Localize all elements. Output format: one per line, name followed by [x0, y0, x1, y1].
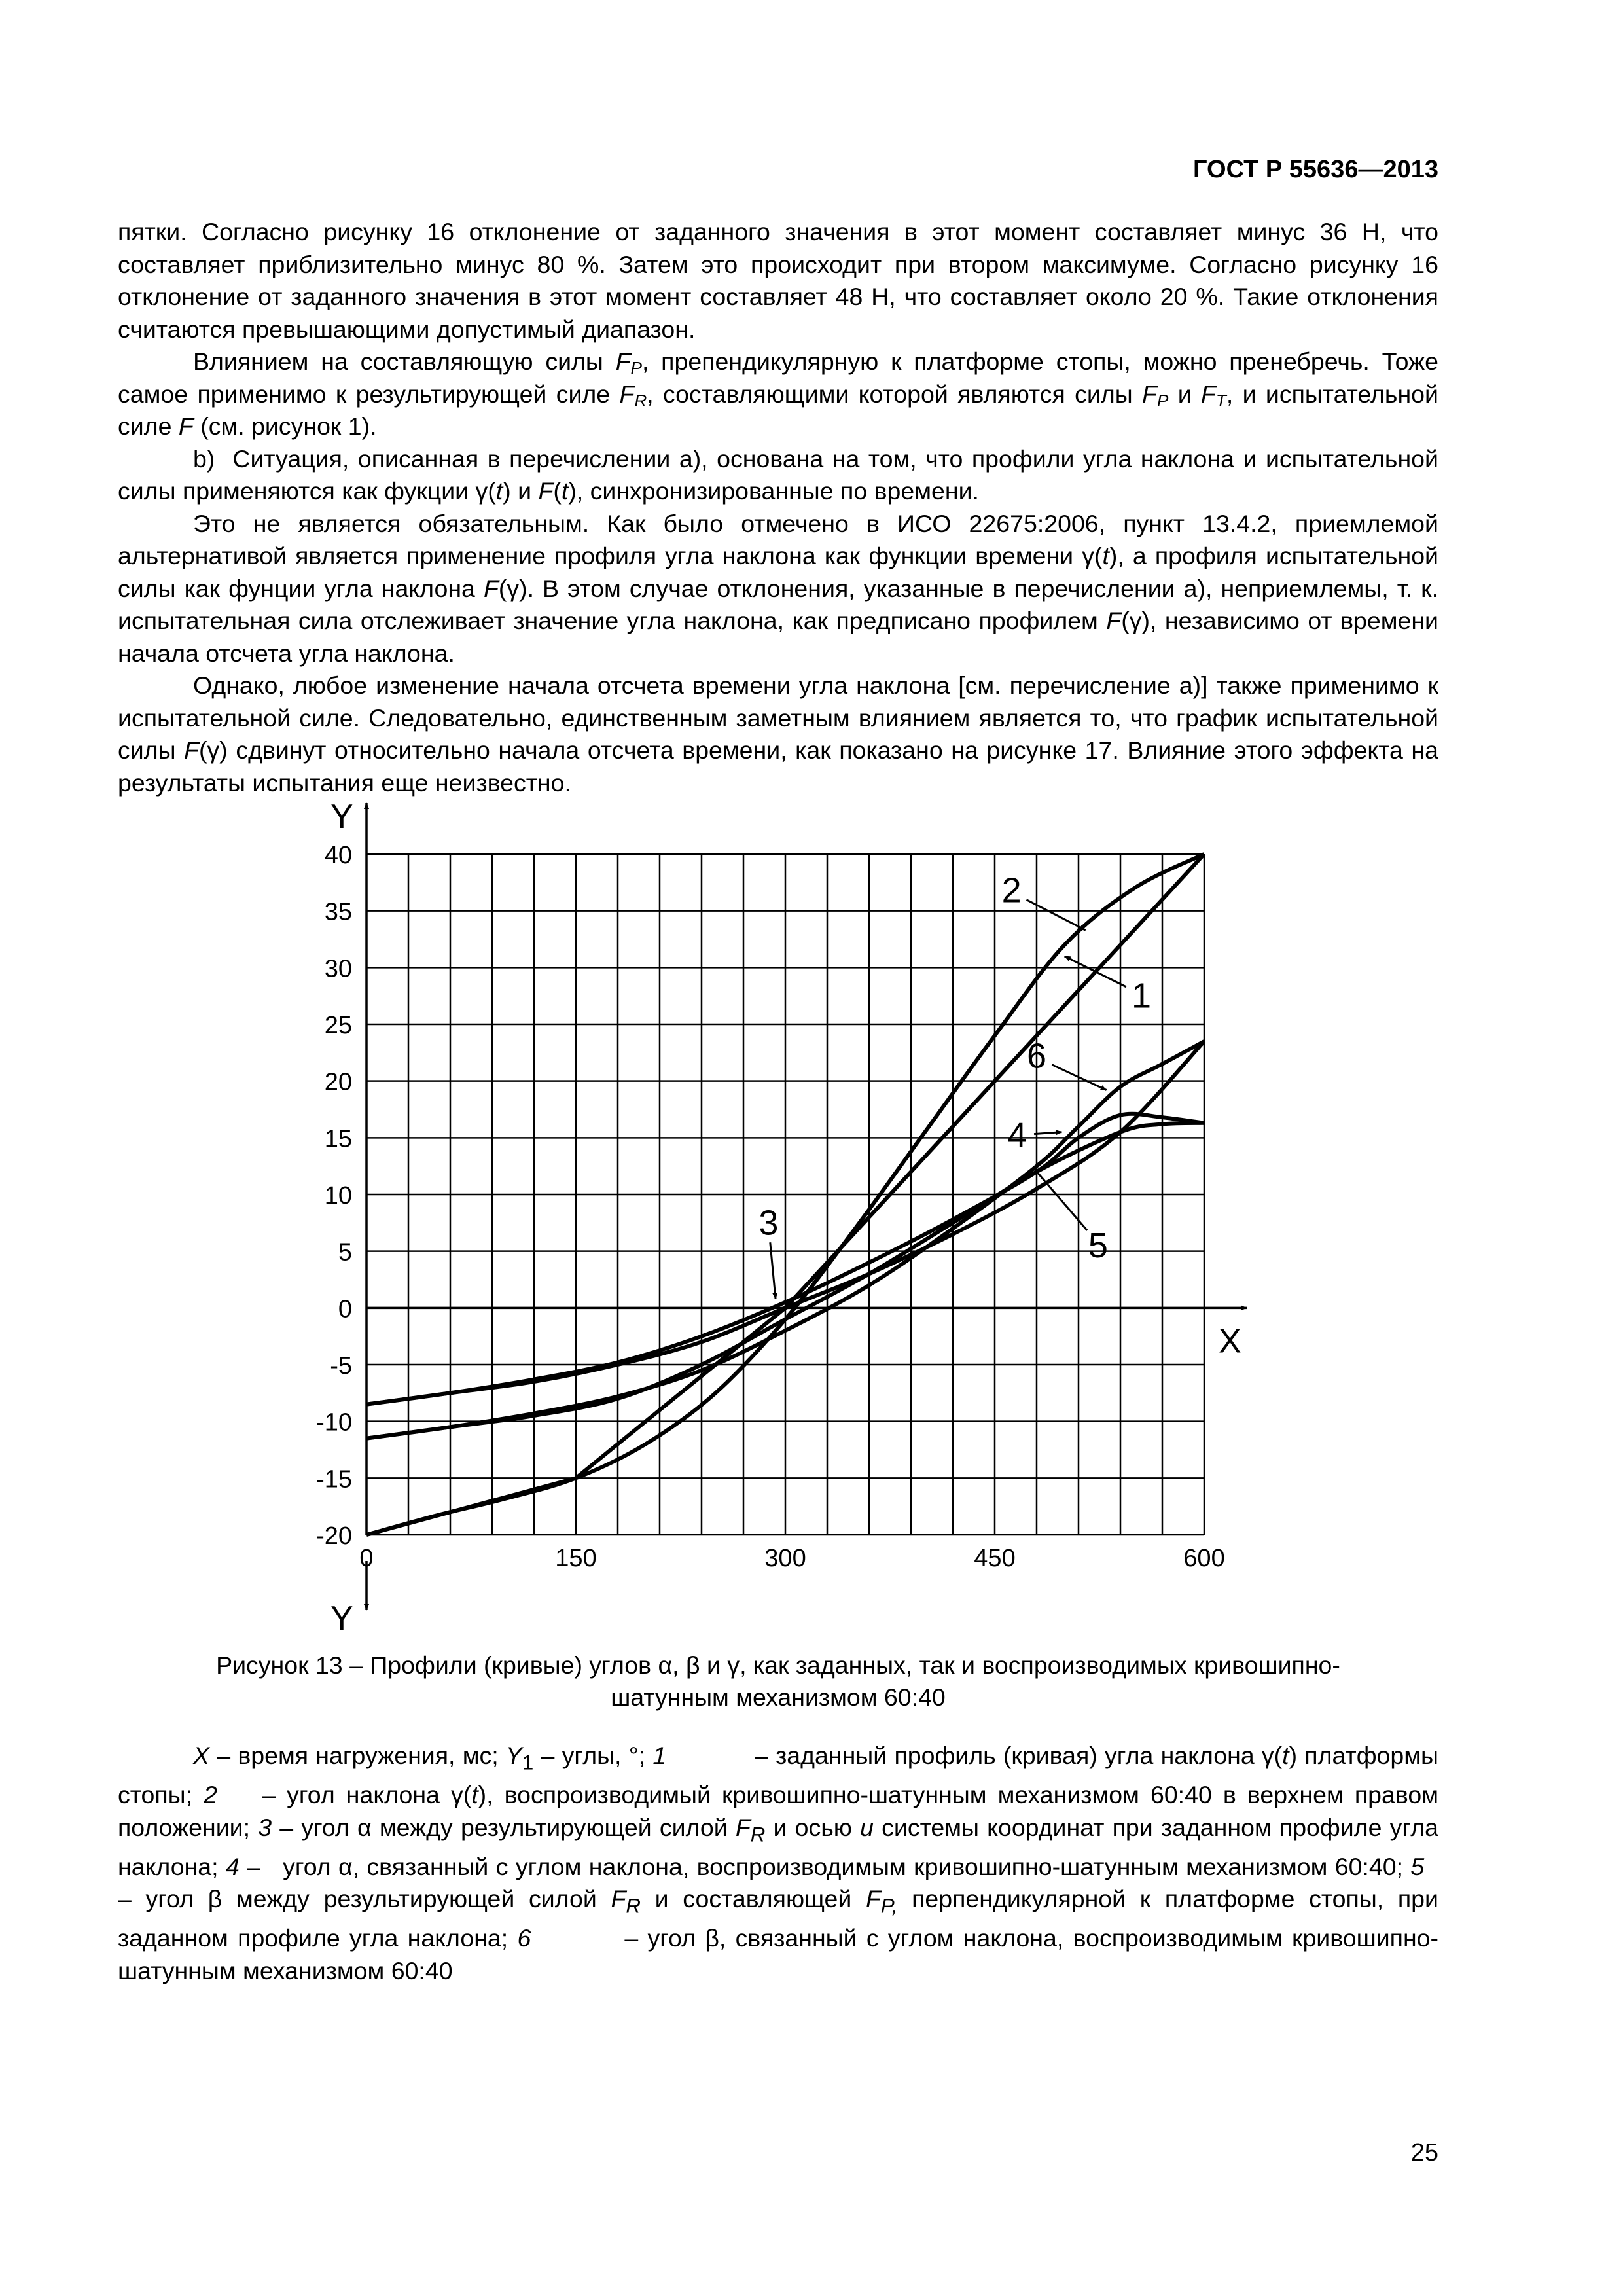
- annotation-label-6: 6: [1026, 1036, 1047, 1076]
- figure-legend: [118, 1740, 1438, 1987]
- x-tick-label: 450: [974, 1545, 1016, 1572]
- x-tick-label: 150: [555, 1545, 597, 1572]
- body-paragraph: Влиянием на составляющую силы $F_P$, препендикулярную к платформе стопы, можно пренебречь. Тоже самое применимо к результирующей силе $F_R$, составляющими которой являются силы $F_P$ и $F_T$, и испытательной силе F (см. рисунок 1).: [118, 348, 1438, 440]
- annotation-leader-1: [1065, 956, 1126, 987]
- x-axis-label: X: [1219, 1322, 1241, 1361]
- annotation-label-1: 1: [1131, 976, 1152, 1016]
- y-tick-label: -20: [316, 1522, 352, 1550]
- y-tick-label: 35: [324, 898, 352, 926]
- annotation-leader-4: [1034, 1132, 1061, 1134]
- y-tick-label: -5: [330, 1352, 352, 1380]
- x-tick-label: 0: [359, 1545, 374, 1572]
- y-tick-label: 25: [324, 1012, 352, 1039]
- body-paragraph: Однако, любое изменение начала отсчета времени угла наклона [см. перечисление а)] также применимо к испытательной силе. Следовательно, единственным заметным влиянием является то, что график испытательной силы F(γ) сдвинут относительно начала отсчета времени, как показано на рисунке 17. Влияние этого эффекта на результаты испытания еще неизвестно.: [118, 672, 1438, 797]
- legend-paragraph: X – время нагружения, мс; $Y_1$ – углы, °; 1 – заданный профиль (кривая) угла наклона γ(t) платформы стопы; 2 – угол наклона γ(t), воспроизводимый кривошипно-шатунным механизмом 60:40 в верхнем правом положении; 3 – угол α между результирующей силой $F_R$ и осью u системы координат при заданном профиле угла наклона; 4 – угол α, связанный с углом наклона, воспроизводимым кривошипно-шатунным механизмом 60:40; 5 – угол β между результирующей силой $F_R$ и составляющей $F_{P,}$ перпендикулярной к платформе стопы, при заданном профиле угла наклона; 6 – угол β, связанный с углом наклона, воспроизводимым кривошипно-шатунным механизмом 60:40: [118, 1742, 1439, 1984]
- y-axis-label: Y: [330, 798, 353, 836]
- y-tick-label: 30: [324, 955, 352, 983]
- body-paragraph: b) Ситуация, описанная в перечислении а), основана на том, что профили угла наклона и испытательной силы применяются как фукции γ(t) и F(t), синхронизированные по времени.: [118, 444, 1438, 505]
- figure-caption: [118, 1649, 1438, 1713]
- y-tick-label: 40: [324, 842, 352, 869]
- x-tick-label: 300: [764, 1545, 806, 1572]
- page-number: 25: [1410, 2139, 1438, 2166]
- y-axis-label-bottom: Y: [330, 1600, 353, 1638]
- x-tick-label: 600: [1183, 1545, 1225, 1572]
- y-tick-label: 20: [324, 1068, 352, 1096]
- body-paragraph: Это не является обязательным. Как было отмечено в ИСО 22675:2006, пункт 13.4.2, приемлемой альтернативой является применение профиля угла наклона как функции времени γ(t), а профиля испытательной силы как фунции угла наклона F(γ). В этом случае отклонения, указанные в перечислении а), неприемлемы, т. к. испытательная сила отслеживает значение угла наклона, как предписано профилем F(γ), независимо от времени начала отсчета угла наклона.: [118, 509, 1438, 667]
- body-paragraph: пятки. Согласно рисунку 16 отклонение от заданного значения в этот момент составляет минус 36 Н, что составляет приблизительно минус 80 %. Затем это происходит при втором максимуме. Согласно рисунку 16 отклонение от заданного значения в этот момент составляет 48 Н, что составляет около 20 %. Такие отклонения считаются превышающими допустимый диапазон.: [118, 218, 1438, 343]
- body-text: [118, 216, 1438, 799]
- y-tick-label: -15: [316, 1465, 352, 1494]
- y-tick-label: -10: [316, 1408, 352, 1437]
- figure-chart: [288, 795, 1257, 1649]
- document-code: ГОСТ Р 55636—2013: [1193, 156, 1438, 183]
- caption-line-1: Рисунок 13 – Профили (кривые) углов α, β и γ, как заданных, так и воспроизводимых кривошипно-: [216, 1651, 1340, 1679]
- chart-svg: [288, 795, 1257, 1649]
- y-tick-label: 0: [338, 1295, 352, 1323]
- y-tick-label: 5: [338, 1238, 352, 1266]
- annotation-label-2: 2: [1001, 870, 1022, 910]
- annotation-leader-2: [1027, 900, 1086, 930]
- y-tick-label: 15: [324, 1125, 352, 1153]
- annotation-label-4: 4: [1007, 1115, 1027, 1155]
- annotation-label-5: 5: [1088, 1226, 1108, 1265]
- caption-line-2: шатунным механизмом 60:40: [611, 1683, 946, 1711]
- y-tick-label: 10: [324, 1182, 352, 1210]
- annotation-label-3: 3: [758, 1203, 779, 1243]
